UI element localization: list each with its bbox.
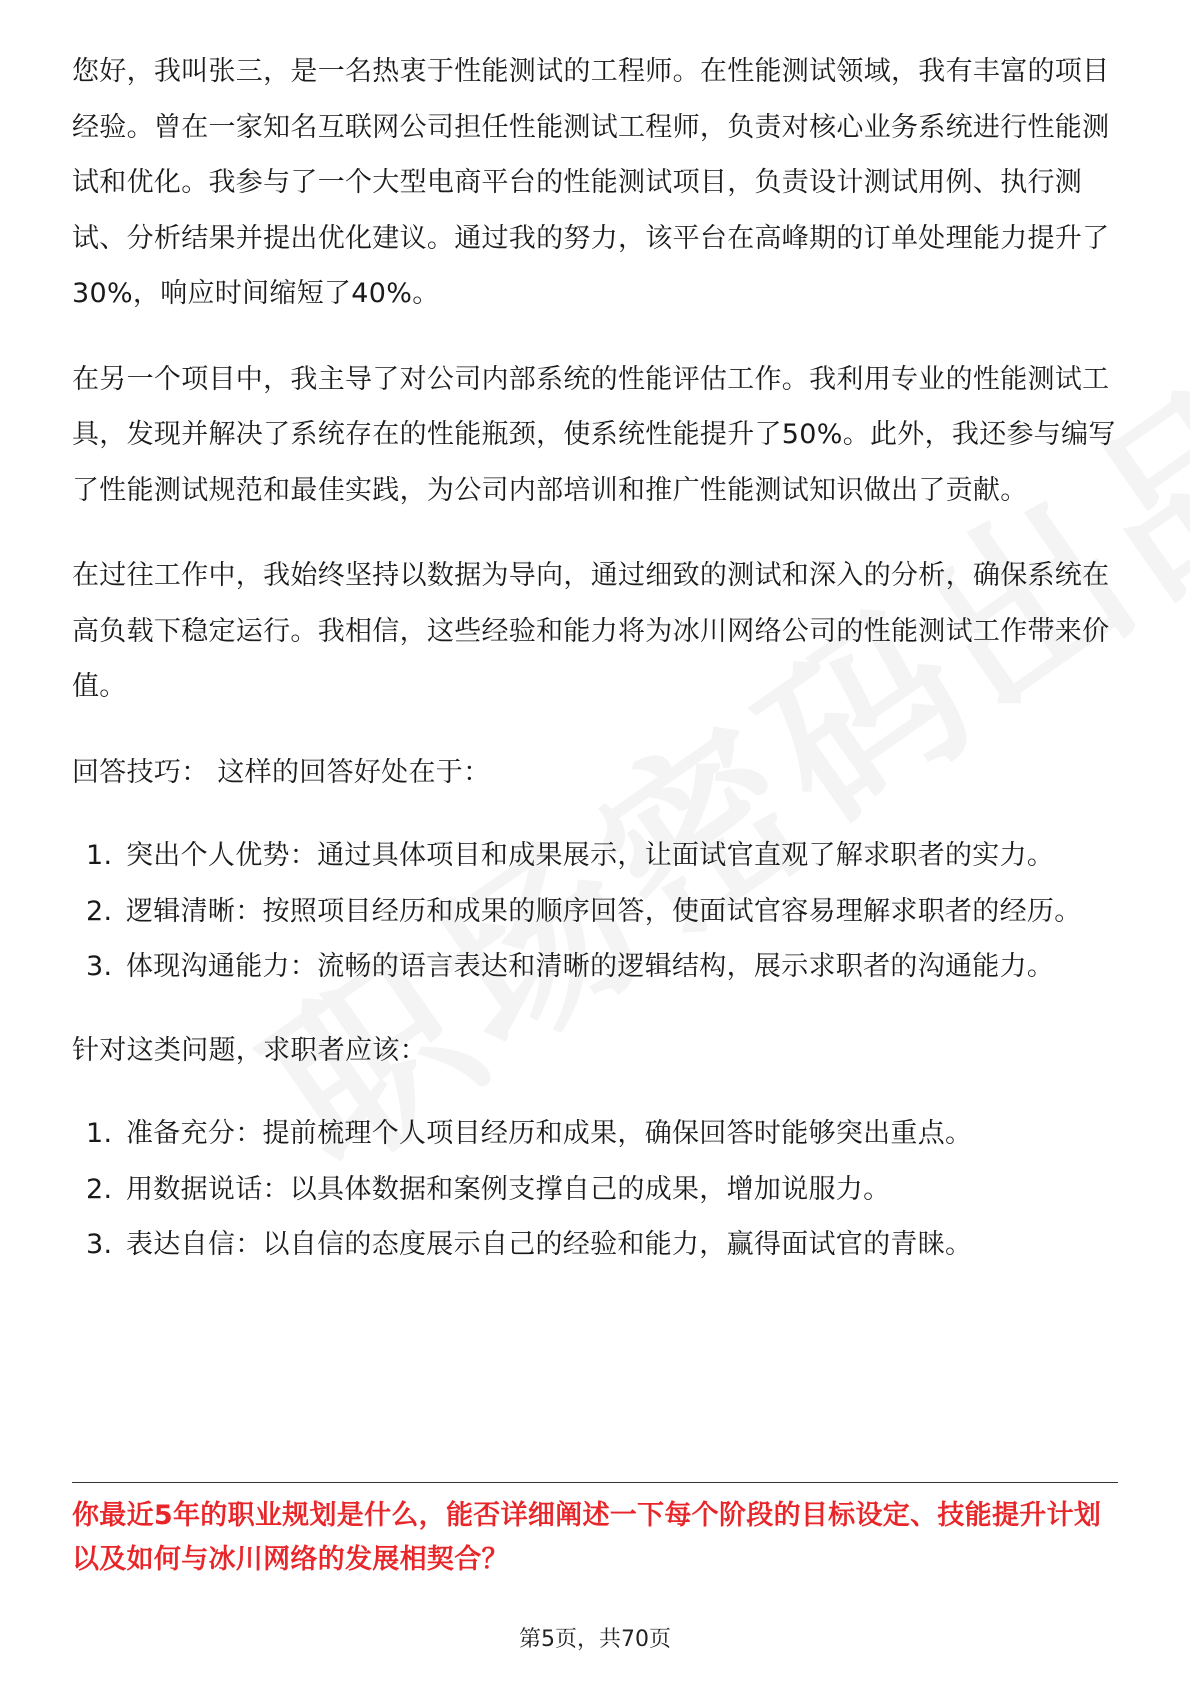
list-item [72, 939, 1118, 995]
list-item [72, 1162, 1118, 1218]
list-item [72, 1106, 1118, 1162]
list-number: 2. [86, 1173, 113, 1205]
list-item [72, 1217, 1118, 1273]
page-number: 第5页，共70页 [519, 1627, 671, 1652]
tips-list [72, 828, 1118, 995]
list-item [72, 828, 1118, 884]
paragraph-3: 在过往工作中，我始终坚持以数据为导向，通过细致的测试和深入的分析，确保系统在高负载下稳定运行。我相信，这些经验和能力将为冰川网络公司的性能测试工作带来价值。 [72, 560, 1110, 702]
list-text: 准备充分：提前梳理个人项目经历和成果，确保回答时能够突出重点。 [126, 1118, 973, 1149]
list-text: 逻辑清晰：按照项目经历和成果的顺序回答，使面试官容易理解求职者的经历。 [126, 895, 1082, 927]
list-number: 1. [86, 1118, 113, 1149]
list-text: 突出个人优势：通过具体项目和成果展示，让面试官直观了解求职者的实力。 [126, 840, 1055, 871]
document-body [72, 44, 1118, 1301]
advice-list [72, 1106, 1118, 1273]
list-text: 用数据说话：以具体数据和案例支撑自己的成果，增加说服力。 [126, 1173, 891, 1205]
paragraph-1: 您好，我叫张三，是一名热衷于性能测试的工程师。在性能测试领域，我有丰富的项目经验。曾在一家知名互联网公司担任性能测试工程师，负责对核心业务系统进行性能测试和优化。我参与了一个大型电商平台的性能测试项目，负责设计测试用例、执行测试、分析结果并提出优化建议。通过我的努力，该平台在高峰期的订单处理能力提升了30%，响应时间缩短了40%。 [72, 56, 1110, 309]
tips-heading: 回答技巧： 这样的回答好处在于： [72, 756, 491, 788]
list-number: 2. [86, 895, 113, 927]
list-text: 表达自信：以自信的态度展示自己的经验和能力，赢得面试官的青睐。 [126, 1229, 973, 1260]
list-number: 1. [86, 840, 113, 871]
list-number: 3. [86, 1229, 113, 1260]
list-number: 3. [86, 951, 113, 982]
next-question-heading: 你最近5年的职业规划是什么，能否详细阐述一下每个阶段的目标设定、技能提升计划以及如何与冰川网络的发展相契合？ [72, 1500, 1102, 1575]
list-item [72, 884, 1118, 940]
section-divider [72, 1482, 1118, 1483]
advice-heading: 针对这类问题，求职者应该： [72, 1034, 427, 1066]
list-text: 体现沟通能力：流畅的语言表达和清晰的逻辑结构，展示求职者的沟通能力。 [126, 951, 1055, 982]
paragraph-2: 在另一个项目中，我主导了对公司内部系统的性能评估工作。我利用专业的性能测试工具，发现并解决了系统存在的性能瓶颈，使系统性能提升了50%。此外，我还参与编写了性能测试规范和最佳实践，为公司内部培训和推广性能测试知识做出了贡献。 [72, 363, 1116, 506]
